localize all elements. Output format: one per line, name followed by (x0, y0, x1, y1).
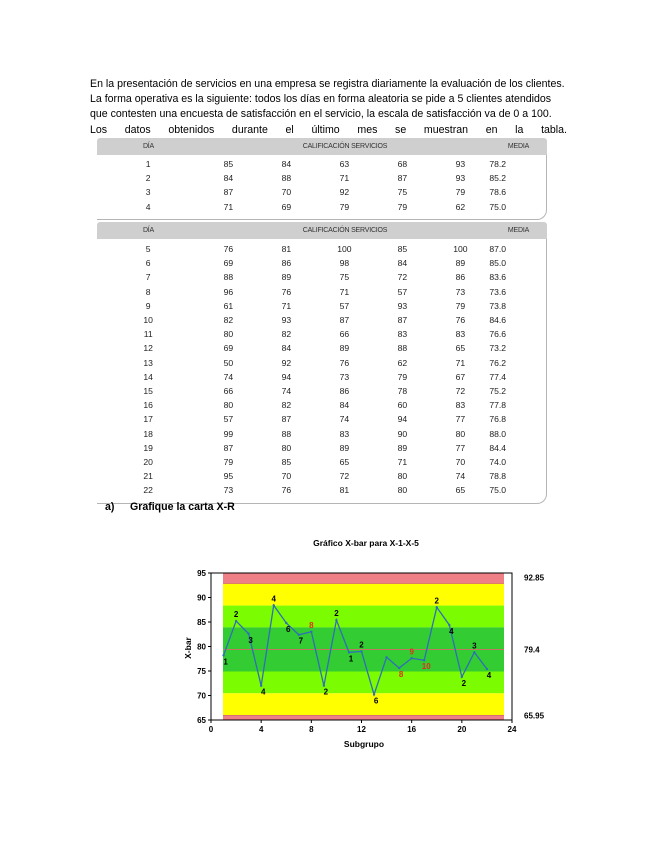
cell-media: 75.0 (489, 485, 507, 496)
point-label: 8 (309, 620, 314, 630)
cell-calificacion: 74 (281, 385, 292, 396)
cell-dia: 10 (143, 315, 153, 326)
cell-calificacion: 83 (455, 329, 466, 340)
chart-title: Gráfico X-bar para X-1-X-5 (313, 538, 419, 548)
cell-calificacion: 84 (339, 400, 350, 411)
y-tick-label: 75 (197, 667, 206, 676)
data-point (222, 654, 224, 656)
cell-calificacion: 76 (281, 485, 292, 496)
cell-calificacion: 88 (397, 343, 408, 354)
cell-group-calificaciones (199, 485, 489, 495)
cell-media: 73.6 (489, 286, 507, 297)
cell-calificacion: 89 (339, 343, 350, 354)
cell-calificacion: 79 (397, 201, 408, 212)
cell-calificacion: 89 (281, 272, 292, 283)
cell-calificacion: 71 (397, 456, 408, 467)
cell-media: 88.0 (489, 428, 507, 439)
point-label: 4 (449, 626, 454, 636)
point-label: 6 (373, 696, 379, 706)
data-point (398, 667, 400, 669)
cell-media: 75.0 (489, 201, 507, 212)
point-label: 4 (486, 671, 492, 681)
cell-media: 77.4 (489, 371, 507, 382)
table-row (97, 285, 546, 299)
intro-paragraph (90, 77, 567, 138)
cell-calificacion: 79 (455, 187, 466, 198)
cell-group-calificaciones (199, 244, 489, 254)
cell-media: 83.6 (489, 272, 507, 283)
y-tick-label: 90 (197, 593, 206, 603)
cell-media: 75.2 (489, 385, 507, 396)
cell-group-calificaciones (199, 159, 489, 169)
cell-calificacion: 80 (223, 329, 234, 340)
cell-calificacion: 62 (397, 357, 408, 368)
cell-calificacion: 71 (223, 201, 234, 212)
data-point (247, 633, 249, 635)
cell-calificacion: 66 (339, 329, 350, 340)
cell-calificacion: 100 (453, 244, 468, 255)
cell-calificacion: 84 (397, 258, 408, 269)
cell-dia: 15 (143, 385, 153, 396)
question-text: Grafique la carta X-R (129, 501, 235, 513)
table-row (97, 242, 546, 256)
cell-calificacion: 86 (455, 272, 466, 283)
cell-calificacion: 89 (339, 442, 350, 453)
cell-group-calificaciones (199, 429, 489, 439)
cell-calificacion: 69 (223, 343, 234, 354)
y-tick-label: 70 (197, 691, 206, 701)
point-label: 7 (298, 636, 304, 646)
point-label: 2 (359, 640, 364, 650)
center-line-label: 79.4 (524, 645, 540, 655)
cell-group-calificaciones (199, 386, 489, 396)
data-point (298, 634, 300, 636)
cell-calificacion: 87 (223, 187, 234, 198)
cell-calificacion: 74 (339, 414, 350, 425)
cell-calificacion: 88 (281, 173, 292, 184)
point-label: 10 (421, 662, 431, 672)
cell-calificacion: 71 (281, 300, 292, 311)
data-point (285, 622, 287, 624)
table-row (97, 483, 546, 497)
cell-calificacion: 65 (455, 343, 466, 354)
cell-calificacion: 94 (281, 371, 292, 382)
cell-calificacion: 71 (339, 173, 350, 184)
cell-media: 84.6 (489, 315, 507, 326)
cell-calificacion: 92 (281, 357, 292, 368)
data-point (461, 676, 463, 678)
cell-dia: 6 (145, 258, 151, 269)
x-tick-label: 16 (407, 725, 417, 734)
data-point (348, 651, 350, 653)
cell-media: 76.6 (489, 329, 507, 340)
ucl-label: 92.85 (524, 573, 545, 583)
cell-calificacion: 87 (281, 414, 292, 425)
header-calificacion: CALIFICACIÓN SERVICIOS (302, 227, 388, 234)
cell-calificacion: 84 (223, 173, 234, 184)
cell-dia: 2 (145, 173, 151, 184)
cell-media: 73.2 (489, 343, 507, 354)
cell-calificacion: 72 (339, 471, 350, 482)
cell-media: 78.6 (489, 187, 507, 198)
y-tick-label: 65 (197, 716, 206, 725)
table-row (97, 171, 546, 185)
cell-calificacion: 69 (223, 258, 234, 269)
table-row (97, 299, 546, 313)
table-row (97, 455, 546, 469)
cell-calificacion: 74 (455, 471, 466, 482)
table-row (97, 327, 546, 341)
cell-media: 85.2 (489, 173, 507, 184)
table-row (97, 256, 546, 270)
table-row (97, 200, 546, 214)
cell-calificacion: 82 (223, 315, 234, 326)
cell-calificacion: 89 (397, 442, 408, 453)
data-point (385, 656, 387, 658)
cell-calificacion: 77 (455, 442, 466, 453)
cell-group-calificaciones (199, 329, 489, 339)
header-dia: DÍA (142, 227, 155, 234)
point-label: 3 (248, 635, 253, 645)
data-point (360, 650, 362, 652)
cell-calificacion: 92 (339, 187, 350, 198)
y-tick-label: 80 (197, 642, 206, 652)
cell-group-calificaciones (199, 358, 489, 368)
cell-calificacion: 57 (397, 286, 408, 297)
cell-group-calificaciones (199, 471, 489, 481)
table-row (97, 370, 546, 384)
cell-calificacion: 89 (455, 258, 466, 269)
cell-calificacion: 72 (397, 272, 408, 283)
zone-band (223, 715, 504, 720)
cell-group-calificaciones (199, 414, 489, 424)
table-row (97, 185, 546, 199)
cell-dia: 13 (143, 357, 153, 368)
cell-calificacion: 72 (455, 385, 466, 396)
cell-calificacion: 74 (223, 371, 234, 382)
cell-calificacion: 83 (397, 329, 408, 340)
point-label: 6 (286, 624, 291, 634)
cell-calificacion: 79 (339, 201, 350, 212)
cell-calificacion: 87 (397, 315, 408, 326)
cell-calificacion: 61 (223, 300, 234, 311)
cell-dia: 9 (145, 300, 151, 311)
cell-calificacion: 88 (223, 272, 234, 283)
cell-calificacion: 81 (339, 485, 350, 496)
zone-band (223, 584, 504, 606)
header-calificacion: CALIFICACIÓN SERVICIOS (302, 143, 388, 150)
cell-calificacion: 71 (455, 357, 466, 368)
cell-media: 76.8 (489, 414, 507, 425)
y-tick-label: 85 (197, 618, 206, 627)
cell-calificacion: 82 (281, 400, 292, 411)
cell-media: 78.8 (489, 471, 507, 482)
cell-media: 76.2 (489, 357, 507, 368)
cell-dia: 8 (145, 286, 151, 297)
cell-dia: 5 (145, 244, 151, 255)
cell-media: 85.0 (489, 258, 507, 269)
cell-calificacion: 75 (397, 187, 408, 198)
table-row (97, 341, 546, 355)
cell-calificacion: 85 (397, 244, 408, 255)
cell-media: 77.8 (489, 400, 507, 411)
point-label: 2 (434, 596, 439, 606)
cell-calificacion: 68 (397, 159, 408, 170)
cell-calificacion: 100 (337, 244, 352, 255)
cell-dia: 22 (143, 485, 153, 496)
data-point (335, 619, 337, 621)
cell-calificacion: 76 (223, 244, 234, 255)
cell-calificacion: 93 (455, 173, 466, 184)
cell-dia: 16 (143, 400, 153, 411)
data-point (448, 624, 450, 626)
table-row (97, 398, 546, 412)
cell-calificacion: 84 (281, 343, 292, 354)
cell-calificacion: 87 (339, 315, 350, 326)
cell-calificacion: 70 (281, 471, 292, 482)
point-label: 2 (461, 678, 467, 688)
cell-calificacion: 93 (397, 300, 408, 311)
header-media: MEDIA (507, 227, 530, 234)
table-row (97, 412, 546, 426)
point-label: 2 (323, 687, 329, 697)
cell-calificacion: 69 (281, 201, 292, 212)
cell-group-calificaciones (199, 343, 489, 353)
data-point (310, 631, 312, 633)
cell-calificacion: 76 (281, 286, 292, 297)
cell-calificacion: 73 (223, 485, 234, 496)
table-body (97, 155, 547, 220)
y-axis-label: X-bar (183, 637, 193, 659)
table-header (97, 138, 547, 155)
x-tick-label: 0 (208, 725, 214, 734)
y-tick-label: 95 (197, 569, 206, 578)
data-point (273, 604, 275, 606)
cell-dia: 4 (145, 201, 151, 212)
cell-dia: 17 (143, 414, 153, 425)
cell-calificacion: 87 (397, 173, 408, 184)
cell-calificacion: 63 (339, 159, 350, 170)
cell-dia: 14 (143, 371, 153, 382)
table-row (97, 384, 546, 398)
cell-group-calificaciones (199, 301, 489, 311)
question-item (105, 501, 235, 513)
table-row (97, 426, 546, 440)
cell-dia: 11 (143, 329, 153, 340)
lcl-label: 65.95 (524, 711, 545, 721)
intro-line: En la presentación de servicios en una empresa se registra diariamente la evaluación de los clientes. (90, 78, 565, 90)
data-point (473, 651, 475, 653)
table-row (97, 441, 546, 455)
zone-band (223, 606, 504, 628)
cell-calificacion: 83 (339, 428, 350, 439)
cell-calificacion: 88 (281, 428, 292, 439)
cell-group-calificaciones (199, 400, 489, 410)
cell-calificacion: 85 (281, 456, 292, 467)
cell-calificacion: 80 (397, 485, 408, 496)
table-row (97, 313, 546, 327)
cell-calificacion: 87 (223, 442, 234, 453)
cell-dia: 19 (143, 442, 153, 453)
cell-calificacion: 70 (281, 187, 292, 198)
cell-calificacion: 60 (397, 400, 408, 411)
data-table-1 (97, 138, 547, 220)
point-label: 9 (409, 647, 414, 657)
point-label: 2 (233, 610, 239, 620)
cell-calificacion: 80 (397, 471, 408, 482)
intro-line: La forma operativa es la siguiente: todos los días en forma aleatoria se pide a 5 clientes atendidos (90, 93, 552, 106)
cell-group-calificaciones (199, 287, 489, 297)
cell-calificacion: 82 (281, 329, 292, 340)
data-point (436, 606, 438, 608)
question-label: a) (105, 501, 115, 513)
table-row (97, 270, 546, 284)
cell-calificacion: 79 (223, 456, 234, 467)
data-point (486, 668, 488, 670)
cell-media: 78.2 (489, 159, 507, 170)
point-label: 1 (348, 654, 354, 664)
data-point (423, 659, 425, 661)
cell-calificacion: 81 (281, 244, 292, 255)
cell-calificacion: 78 (397, 385, 408, 396)
cell-dia: 1 (145, 159, 151, 170)
cell-calificacion: 95 (223, 471, 234, 482)
cell-calificacion: 57 (223, 414, 234, 425)
x-axis-label: Subgrupo (343, 739, 385, 749)
cell-group-calificaciones (199, 202, 489, 212)
cell-calificacion: 85 (223, 159, 234, 170)
cell-calificacion: 73 (455, 286, 466, 297)
cell-dia: 12 (143, 343, 153, 354)
cell-media: 73.8 (489, 300, 507, 311)
cell-calificacion: 65 (455, 485, 466, 496)
cell-calificacion: 62 (455, 201, 466, 212)
data-point (373, 693, 375, 695)
cell-group-calificaciones (199, 457, 489, 467)
header-media: MEDIA (507, 143, 530, 150)
cell-dia: 3 (145, 187, 151, 198)
cell-group-calificaciones (199, 187, 489, 197)
cell-calificacion: 79 (397, 371, 408, 382)
point-label: 2 (334, 609, 339, 619)
cell-media: 74.0 (489, 456, 507, 467)
cell-dia: 18 (143, 428, 153, 439)
cell-calificacion: 94 (397, 414, 408, 425)
cell-calificacion: 99 (223, 428, 234, 439)
table-row (97, 157, 546, 171)
x-tick-label: 24 (507, 725, 517, 734)
data-table-2 (97, 222, 547, 504)
point-label: 4 (260, 687, 266, 697)
x-tick-label: 20 (457, 725, 467, 734)
cell-calificacion: 75 (339, 272, 350, 283)
x-tick-label: 12 (357, 725, 366, 734)
control-limit-labels (524, 574, 545, 721)
cell-dia: 7 (145, 272, 151, 283)
data-point (260, 685, 262, 687)
cell-calificacion: 71 (339, 286, 350, 297)
cell-calificacion: 93 (281, 315, 292, 326)
point-label: 8 (398, 670, 404, 680)
cell-calificacion: 84 (281, 159, 292, 170)
x-tick-label: 8 (309, 725, 314, 734)
cell-group-calificaciones (199, 258, 489, 268)
x-tick-label: 4 (258, 725, 264, 734)
cell-dia: 21 (143, 471, 153, 482)
cell-group-calificaciones (199, 173, 489, 183)
table-body (97, 239, 547, 504)
data-point (235, 620, 237, 622)
zone-band (223, 573, 504, 584)
cell-calificacion: 93 (455, 159, 466, 170)
cell-calificacion: 86 (281, 258, 292, 269)
cell-media: 87.0 (489, 244, 507, 255)
header-dia: DÍA (142, 143, 155, 150)
cell-calificacion: 80 (455, 428, 466, 439)
point-label: 4 (271, 594, 276, 604)
cell-calificacion: 86 (339, 385, 350, 396)
cell-calificacion: 50 (223, 357, 234, 368)
table-header (97, 222, 547, 239)
cell-calificacion: 70 (455, 456, 466, 467)
cell-group-calificaciones (199, 272, 489, 282)
cell-calificacion: 83 (455, 400, 466, 411)
cell-calificacion: 65 (339, 456, 350, 467)
cell-calificacion: 79 (455, 300, 466, 311)
table-row (97, 356, 546, 370)
point-label: 3 (472, 641, 477, 651)
cell-calificacion: 73 (339, 371, 350, 382)
data-point (410, 657, 412, 659)
cell-calificacion: 90 (397, 428, 408, 439)
xbar-chart (170, 535, 570, 755)
cell-calificacion: 57 (339, 300, 350, 311)
cell-dia: 20 (143, 456, 153, 467)
cell-calificacion: 67 (455, 371, 466, 382)
point-label: 1 (223, 657, 228, 667)
cell-media: 84.4 (489, 442, 507, 453)
cell-calificacion: 77 (455, 414, 466, 425)
cell-calificacion: 76 (455, 315, 466, 326)
intro-line: que contesten una encuesta de satisfacción en el servicio, la escala de satisfacción va de 0 a 100. (90, 108, 552, 121)
cell-calificacion: 80 (223, 400, 234, 411)
intro-line: Los datos obtenidos durante el último mes se muestran en la tabla. (90, 123, 567, 136)
cell-calificacion: 98 (339, 258, 350, 269)
table-row (97, 469, 546, 483)
cell-calificacion: 80 (281, 442, 292, 453)
cell-group-calificaciones (199, 315, 489, 325)
cell-calificacion: 96 (223, 286, 234, 297)
cell-group-calificaciones (199, 443, 489, 453)
cell-calificacion: 66 (223, 385, 234, 396)
cell-group-calificaciones (199, 372, 489, 382)
cell-calificacion: 76 (339, 357, 350, 368)
data-point (323, 685, 325, 687)
